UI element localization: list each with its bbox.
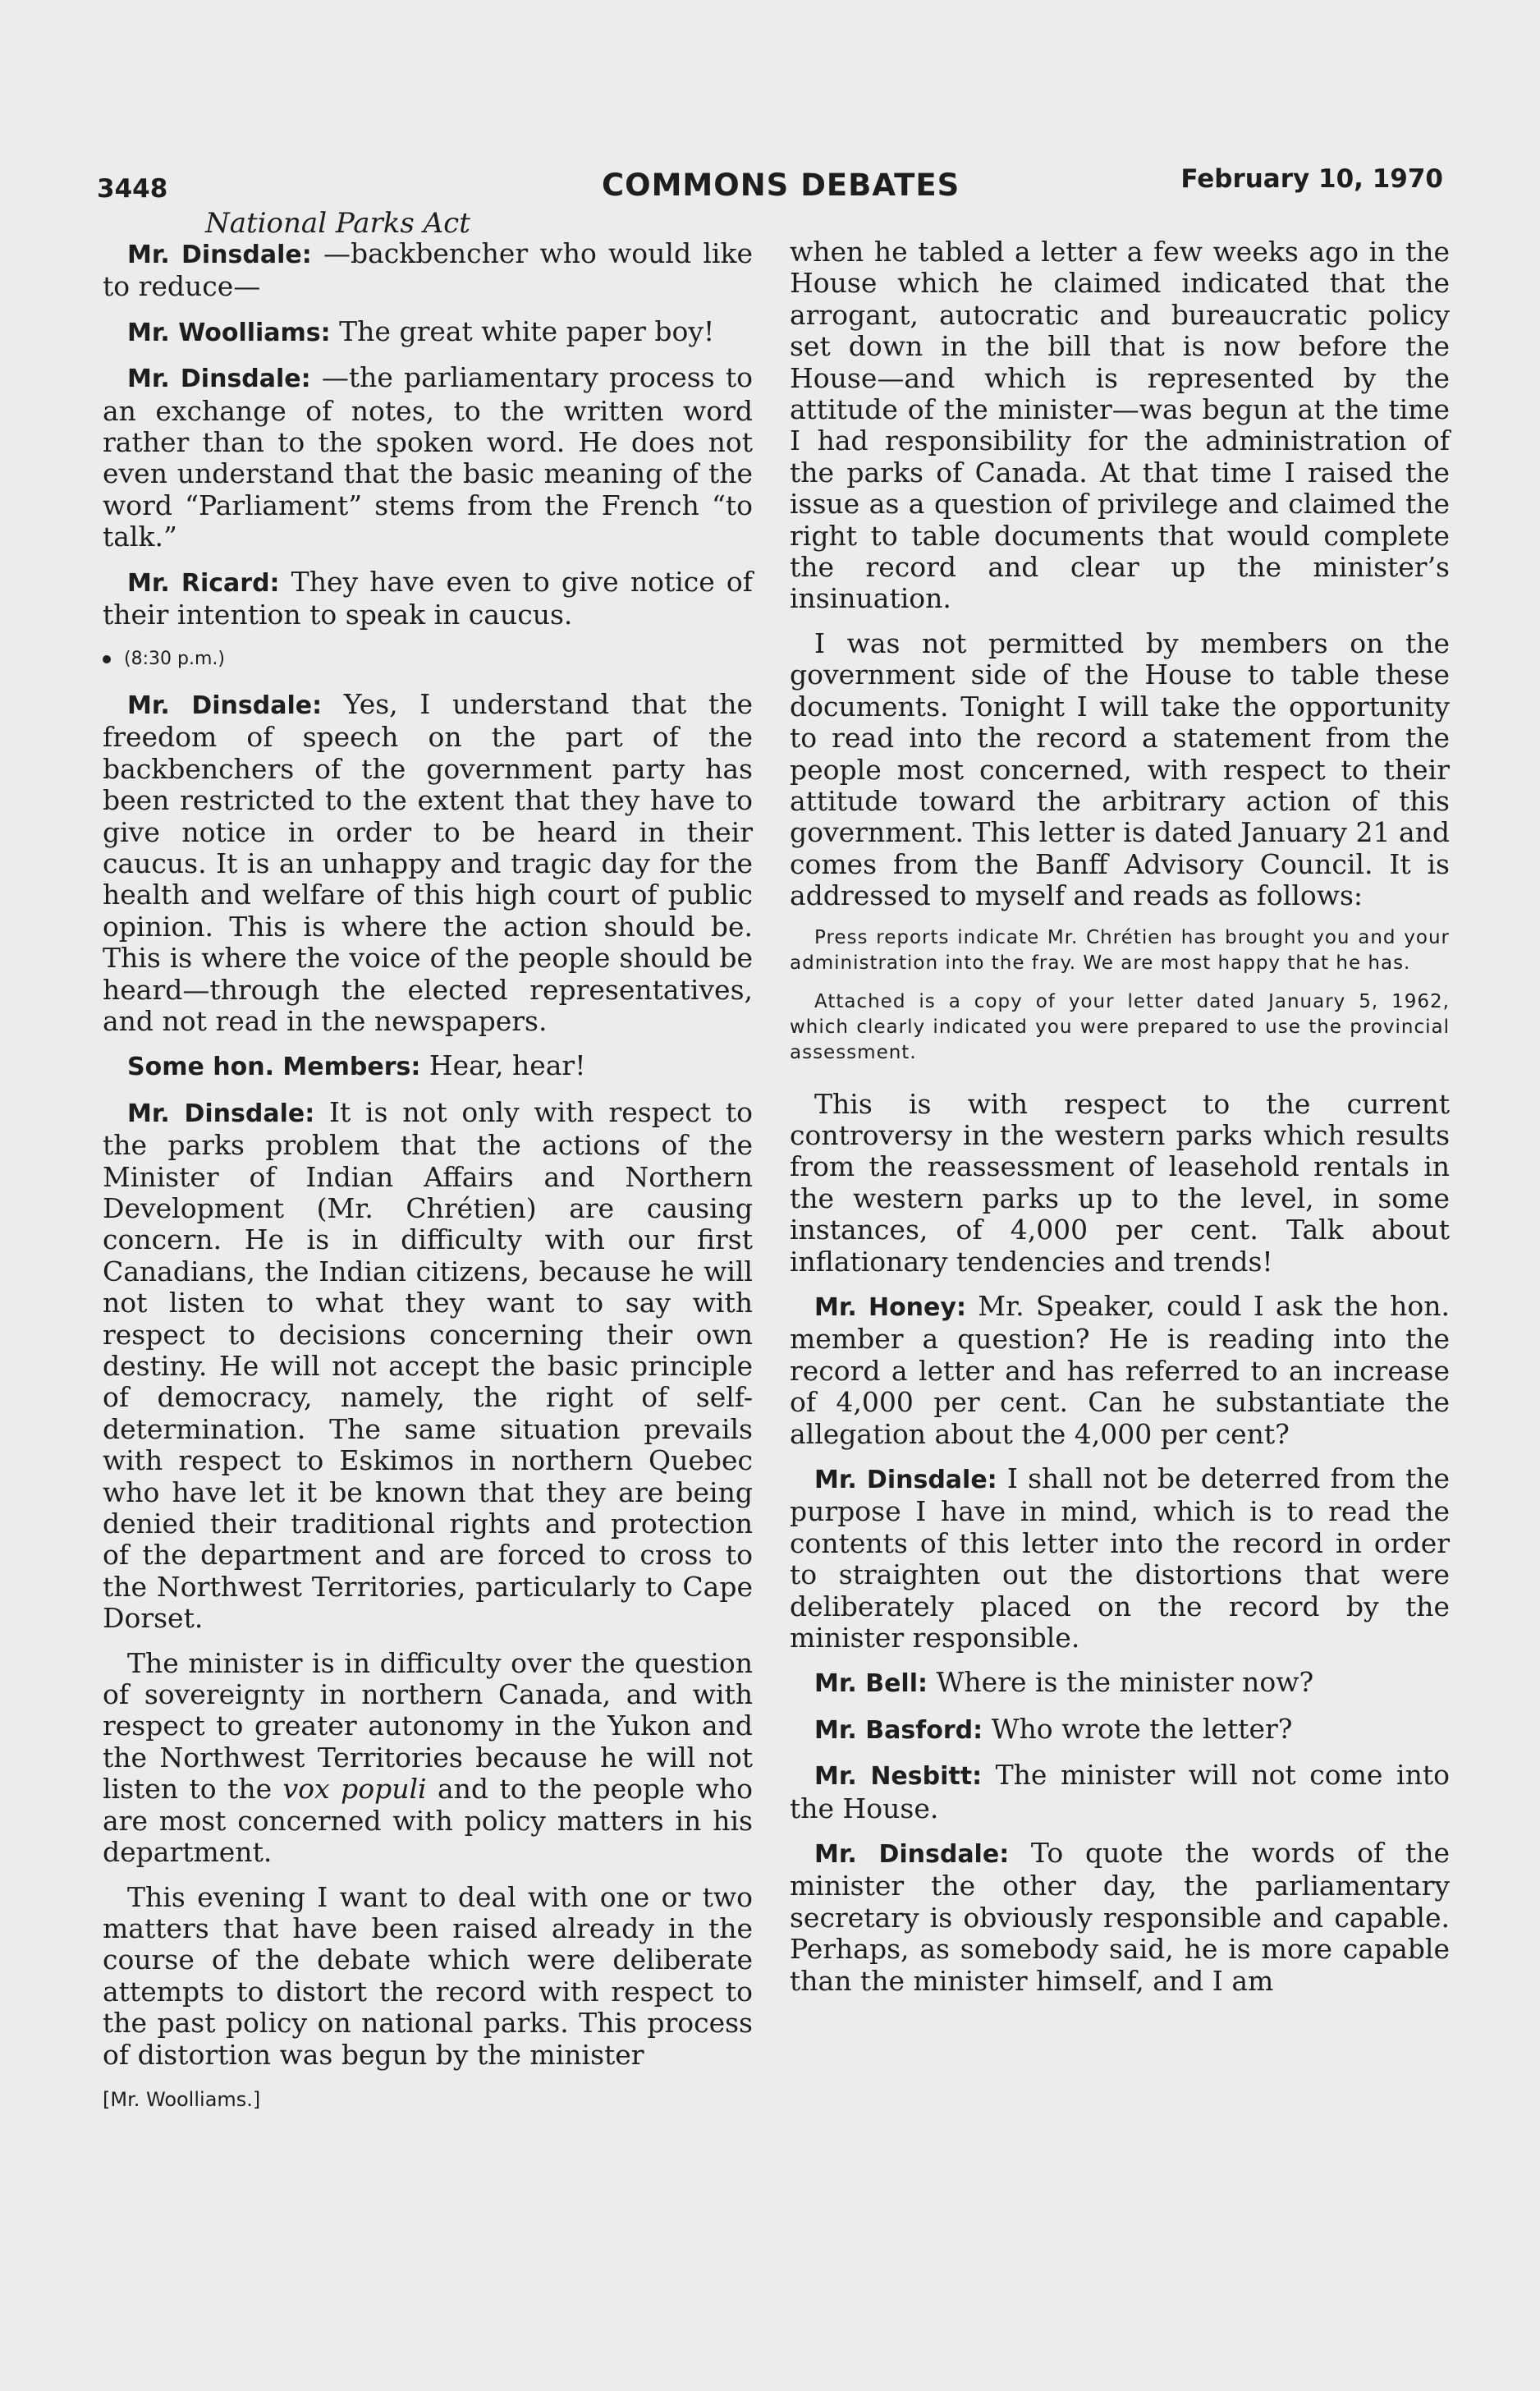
paragraph <box>790 1714 1450 1746</box>
time-text: (8:30 p.m.) <box>124 649 225 670</box>
paragraph <box>103 238 753 303</box>
speech-text: I shall not be deterred from the purpose I have in mind, which is to read the contents of this letter into the record in order to straighten out the distortions that were deliberately placed on the record by the minister responsible. <box>790 1462 1450 1654</box>
speech-text: and to the people who are most concerned with policy matters in his department. <box>103 1773 753 1869</box>
speech-text: Yes, I understand that the freedom of speech on the part of the backbenchers of the government party has been restricted to the extent that they have to give notice in order to be heard in their caucus. It is an unhappy and tragic day for the health and welfare of this high court of public opinion. This is where the action should be. This is where the voice of the people should be heard—through the elected representatives, and not read in the newspapers. <box>103 687 753 1037</box>
speech-text: The minister will not come into the House. <box>790 1759 1450 1824</box>
speaker-name: Mr. Dinsdale: <box>127 691 323 720</box>
speaker-name: Mr. Basford: <box>814 1715 983 1745</box>
paragraph <box>790 1667 1450 1700</box>
speaker-footer: [Mr. Woolliams.] <box>103 2087 261 2111</box>
paragraph: I was not permitted by members on the government side of the House to table these documents. Tonight I will take the opportunity to read into the record a statement from the people most concerned, with respect to their attitude toward the arbitrary action of this government. This letter is dated January 21 and comes from the Banff Advisory Council. It is addressed to myself and reads as follows: <box>790 626 1450 912</box>
quoted-letter: Attached is a copy of your letter dated January 5, 1962, which clearly indicated you were prepared to use the provincial assessment. <box>790 990 1450 1063</box>
left-column <box>103 238 753 2128</box>
speaker-name: Mr. Dinsdale: <box>814 1840 1010 1870</box>
speech-text: The great white paper boy! <box>330 314 715 347</box>
section-title: National Parks Act <box>205 207 470 240</box>
speaker-name: Mr. Dinsdale: <box>814 1466 997 1494</box>
paragraph: This evening I want to deal with one or two matters that have been raised already in the course of the debate which were deliberate attempts to distort the record with respect to the past policy on national parks. This process of distortion was begun by the minister <box>103 1880 753 2071</box>
paragraph <box>103 362 753 553</box>
speaker-name: Mr. Bell: <box>814 1669 928 1699</box>
speaker-name: Mr. Honey: <box>814 1292 966 1322</box>
speech-text: To quote the words of the minister the other day, the parliamentary secretary is obviously responsible and capable. Perhaps, as somebody said, he is more capable than the minister himself, and I am <box>790 1837 1450 1997</box>
speech-text: Who wrote the letter? <box>983 1712 1293 1745</box>
paragraph <box>790 1463 1450 1654</box>
paragraph <box>103 567 753 631</box>
paragraph <box>790 1838 1450 1997</box>
speaker-name: Some hon. Members: <box>127 1053 421 1082</box>
speaker-name: Mr. Ricard: <box>127 568 280 598</box>
paragraph <box>103 1097 753 1635</box>
speaker-name: Mr. Nesbitt: <box>814 1762 983 1792</box>
paragraph: when he tabled a letter a few weeks ago in the House which he claimed indicated that the arrogant, autocratic and bureaucratic policy set down in the bill that is now before the House—and which is represented by the attitude of the minister—was begun at the time I had responsibility for the administration of the parks of Canada. At that time I raised the issue as a question of privilege and claimed the right to table documents that would complete the record and clear up the minister’s insinuation. <box>790 236 1450 615</box>
speech-text: The minister is in difficulty over the question of sovereignty in northern Canada, and with respect to greater autonomy in the Yukon and the Northwest Territories because he will not listen to the <box>103 1646 753 1806</box>
paragraph <box>790 1760 1450 1824</box>
speech-text: It is not only with respect to the parks problem that the actions of the Minister of Indian Affairs and Northern Development (Mr. Chrétien) are causing concern. He is in difficulty with our first Canadians, the Indian citizens, because he will not listen to what they want to say with respect to decisions concerning their own destiny. He will not accept the basic principle of democracy, namely, the right of self-determination. The same situation prevails with respect to Eskimos in northern Quebec who have let it be known that they are being denied their traditional rights and protection of the department and are forced to cross to the Northwest Territories, particularly to Cape Dorset. <box>103 1095 753 1635</box>
publication-title: COMMONS DEBATES <box>602 168 960 203</box>
paragraph <box>103 689 753 1037</box>
speech-text: They have even to give notice of their intention to speak in caucus. <box>103 565 754 631</box>
speaker-name: Mr. Dinsdale: <box>127 1099 315 1128</box>
speech-text: Mr. Speaker, could I ask the hon. member a question? He is reading into the record a letter and has referred to an increase of 4,000 per cent. Can he substantiate the allegation about the 4,000 per cent? <box>790 1289 1451 1450</box>
bullet-icon <box>103 655 111 663</box>
paragraph <box>103 1050 753 1083</box>
issue-date: February 10, 1970 <box>1180 164 1443 194</box>
page-number: 3448 <box>97 174 168 204</box>
speaker-name: Mr. Dinsdale: <box>127 241 312 269</box>
paragraph <box>103 316 753 349</box>
right-column <box>790 236 1450 2010</box>
paragraph <box>790 1291 1450 1450</box>
speech-text: Where is the minister now? <box>928 1666 1314 1699</box>
paragraph: This is with respect to the current controversy in the western parks which results from the reassessment of leasehold rentals in the western parks up to the level, in some instances, of 4,000 per cent. Talk about inflationary tendencies and trends! <box>790 1087 1450 1278</box>
speech-text: —the parliamentary process to an exchange of notes, to the written word rather than to the spoken word. He does not even understand that the basic meaning of the word “Parliament” stems from the French “to talk.” <box>103 361 753 553</box>
italic-phrase: vox populi <box>282 1773 427 1806</box>
page-header <box>97 164 1443 205</box>
quoted-letter: Press reports indicate Mr. Chrétien has brought you and your administration into the fray. We are most happy that he has. <box>790 926 1450 974</box>
speech-text: —backbencher who would like to reduce— <box>103 237 753 303</box>
speech-text: Hear, hear! <box>420 1049 586 1082</box>
paragraph <box>103 1648 753 1869</box>
time-stamp <box>103 644 753 675</box>
speaker-name: Mr. Dinsdale: <box>127 365 311 394</box>
speaker-name: Mr. Woolliams: <box>127 318 331 347</box>
